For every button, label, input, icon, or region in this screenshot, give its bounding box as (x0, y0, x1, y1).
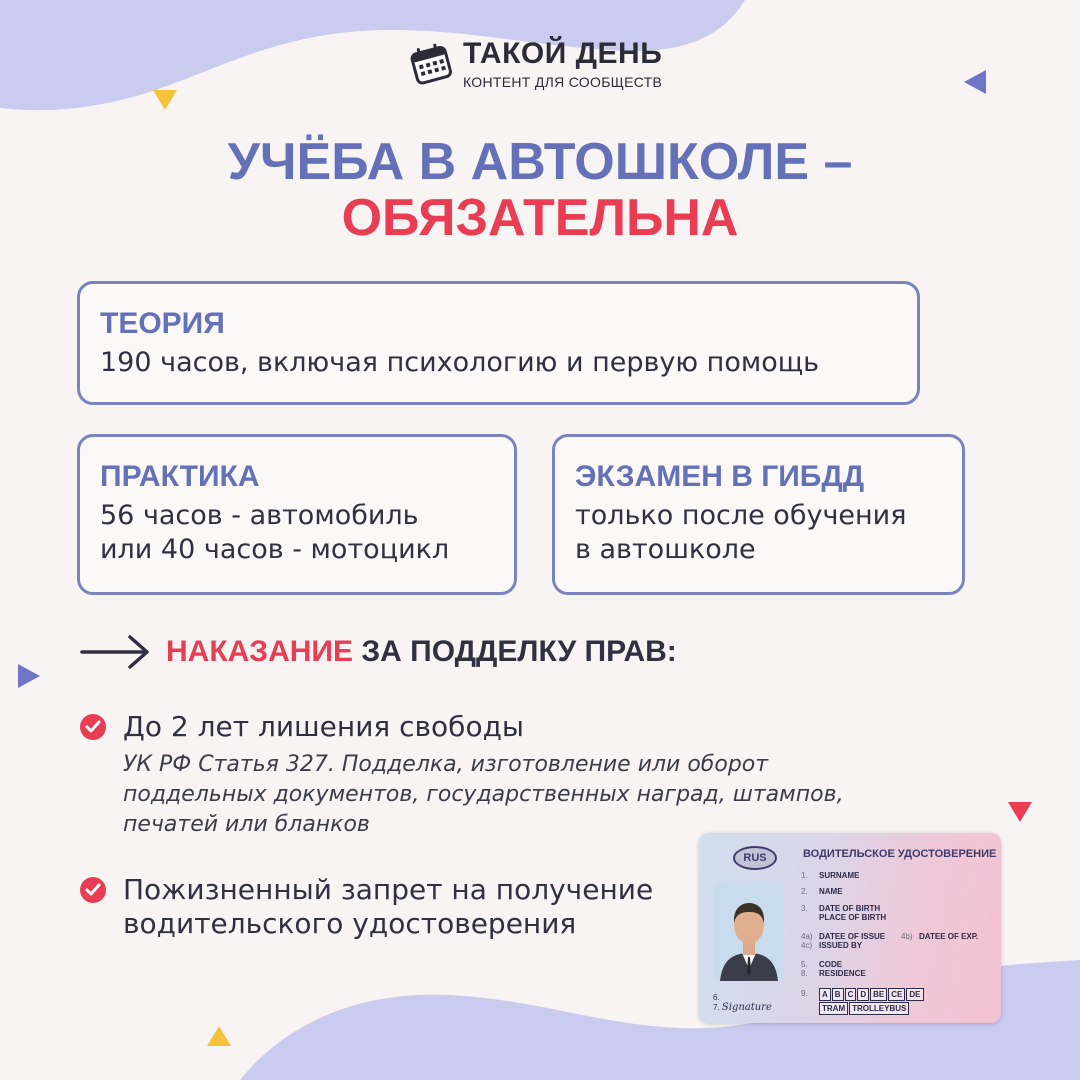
exam-body: только после обучения в автошколе (575, 500, 907, 565)
field-label: ISSUED BY (819, 941, 863, 950)
category-box: BE (870, 988, 887, 1001)
practice-title: ПРАКТИКА (100, 460, 260, 493)
check-icon (80, 877, 106, 903)
penalty-item-title: Пожизненный запрет на получение водительского удостоверения (123, 873, 654, 940)
blue-triangle-icon (18, 664, 40, 688)
logo (407, 38, 662, 90)
red-triangle-icon (1008, 802, 1032, 822)
exam-card (552, 434, 965, 595)
penalty-item-title: До 2 лет лишения свободы (123, 710, 525, 743)
field-number: 8. (801, 969, 808, 978)
penalty-label-rest: ЗА ПОДДЕЛКУ ПРАВ: (353, 635, 677, 668)
field-number: 4b) (901, 932, 913, 941)
logo-subtitle: КОНТЕНТ ДЛЯ СООБЩЕСТВ (463, 74, 663, 90)
list-item (80, 710, 844, 840)
field-number: 1. (801, 871, 808, 880)
field-number: 4c) (801, 941, 813, 950)
blue-triangle-icon (964, 70, 986, 94)
check-icon (80, 714, 106, 740)
field-number: 9. (801, 989, 808, 998)
page-title-line2: ОБЯЗАТЕЛЬНА (341, 189, 739, 247)
country-code: RUS (733, 846, 777, 870)
field-number: 5. (801, 960, 808, 969)
license-categories (819, 988, 939, 1015)
page-title-line1: УЧЁБА В АВТОШКОЛЕ – (227, 133, 853, 191)
field-label: PLACE OF BIRTH (819, 913, 887, 922)
arrow-right-icon (80, 632, 152, 672)
field-label: NAME (819, 887, 843, 896)
calendar-icon (407, 39, 457, 89)
category-box: DE (906, 988, 923, 1001)
category-box: A (819, 988, 831, 1001)
portrait-photo (714, 881, 784, 981)
exam-title: ЭКЗАМЕН В ГИБДД (575, 460, 865, 493)
category-box: TROLLEYBUS (849, 1002, 909, 1015)
yellow-triangle-icon (207, 1026, 231, 1046)
field-number: 6. (713, 993, 720, 1002)
theory-title: ТЕОРИЯ (100, 307, 225, 340)
category-box: C (845, 988, 857, 1001)
penalty-heading (80, 632, 677, 672)
field-number: 2. (801, 887, 808, 896)
category-box: B (832, 988, 844, 1001)
field-label: RESIDENCE (819, 969, 866, 978)
driver-license-image (699, 833, 1001, 1023)
list-item (80, 873, 653, 941)
yellow-triangle-icon (153, 90, 177, 110)
signature-area (713, 993, 772, 1013)
field-label: DATE OF BIRTH (819, 904, 881, 913)
category-box: CE (888, 988, 905, 1001)
theory-body: 190 часов, включая психологию и первую помощь (100, 347, 820, 378)
field-number: 4a) (801, 932, 813, 941)
field-number: 3. (801, 904, 808, 913)
penalty-item-note: УК РФ Статья 327. Подделка, изготовление или оборот поддельных документов, государственных наград, штампов, печатей или бланков (123, 752, 844, 837)
theory-card (77, 281, 920, 405)
field-label: DATEE OF ISSUE (819, 932, 886, 941)
field-label: DATEE OF EXP. (919, 932, 979, 941)
practice-body: 56 часов - автомобиль или 40 часов - мотоцикл (100, 500, 450, 565)
field-label: CODE (819, 960, 843, 969)
field-label: SURNAME (819, 871, 860, 880)
practice-card (77, 434, 517, 595)
logo-title: ТАКОЙ ДЕНЬ (463, 37, 663, 70)
penalty-label-red: НАКАЗАНИЕ (166, 635, 354, 668)
category-box: TRAM (819, 1002, 848, 1015)
category-box: D (857, 988, 869, 1001)
field-number: 7. (713, 1003, 720, 1012)
license-title: ВОДИТЕЛЬСКОЕ УДОСТОВЕРЕНИЕ (803, 848, 997, 860)
signature-label: Signature (721, 1002, 772, 1013)
